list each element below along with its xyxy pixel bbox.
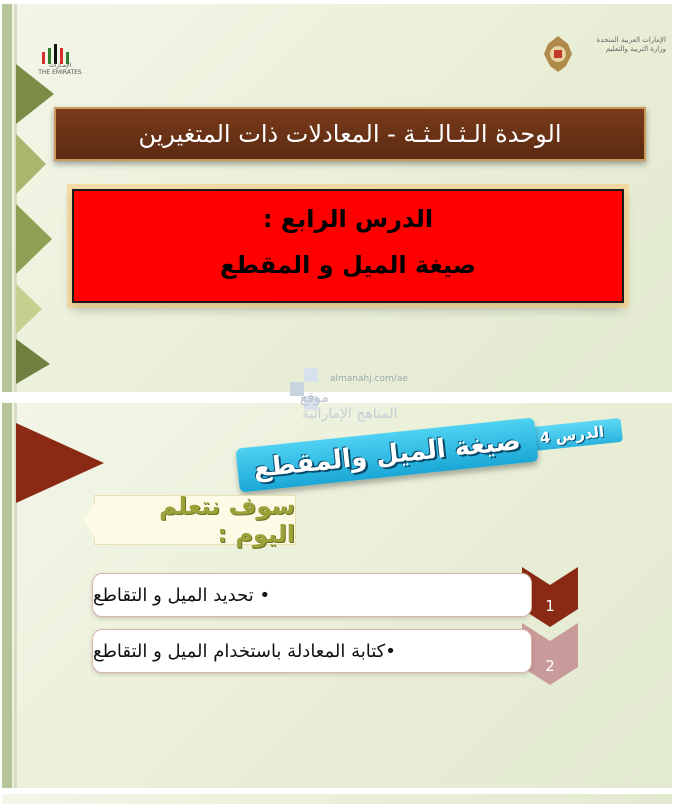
decorative-triangles xyxy=(16,64,56,384)
objective-item-2: •كتابة المعادلة باستخدام الميل و التقاطع xyxy=(92,629,532,673)
objective-item-1: • تحديد الميل و التقاطع xyxy=(92,573,532,617)
watermark-url: almanahj.com/ae xyxy=(330,374,408,384)
lesson-title: صيغة الميل و المقطع xyxy=(220,251,476,279)
step-1-number: 1 xyxy=(545,597,555,615)
lesson-number-tag: الدرس 4 xyxy=(521,418,623,452)
slide-3-partial xyxy=(2,794,672,804)
lesson-box xyxy=(72,189,624,303)
slide-2 xyxy=(2,403,672,788)
left-stripe xyxy=(2,403,12,788)
emirates-caption: الإمـارات THE EMIRATES xyxy=(38,62,82,76)
lesson-label: الدرس الرابع : xyxy=(262,205,434,233)
slide-1 xyxy=(2,4,672,392)
step-2-number: 2 xyxy=(545,657,555,675)
learn-today-heading: سوف نتعلم اليوم : xyxy=(94,495,296,545)
left-stripe xyxy=(2,4,12,392)
watermark-line-2: المناهج الإماراتية xyxy=(302,406,398,422)
lesson-title-badge: صيغة الميل والمقطع xyxy=(236,417,539,492)
watermark-line-1: موقع xyxy=(300,390,329,406)
ministry-text: الإمارات العربية المتحدة وزارة التربية والتعليم xyxy=(596,36,666,54)
uae-emblem-icon xyxy=(538,32,578,76)
unit-title-banner: الوحدة الـثـالـثـة - المعادلات ذات المتغيرين xyxy=(54,107,646,161)
